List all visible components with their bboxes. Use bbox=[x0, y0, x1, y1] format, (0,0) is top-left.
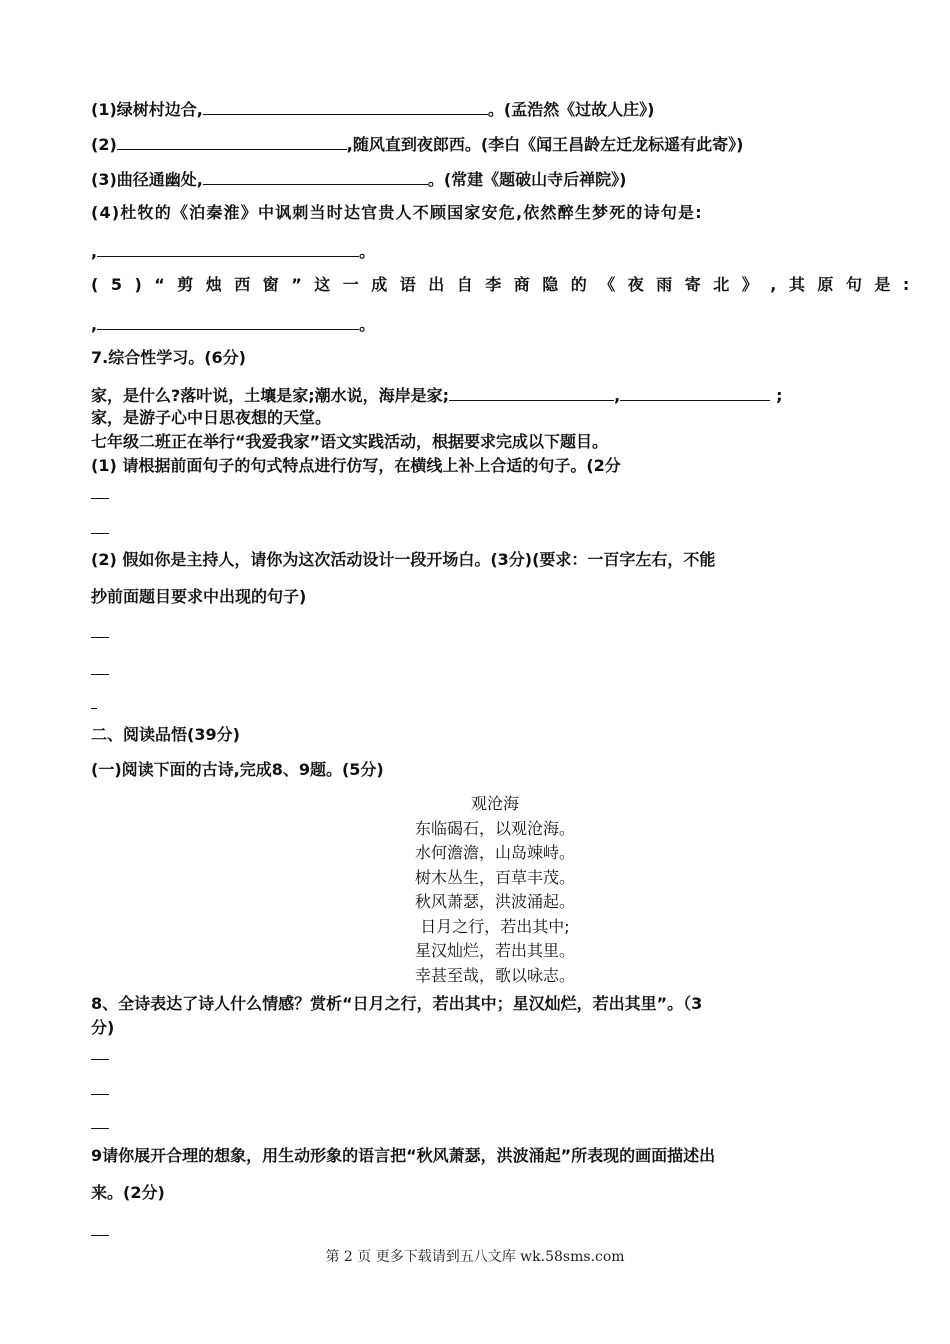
q7-p1-text: 家，是什么?落叶说，土壤是家;潮水说，海岸是家; bbox=[91, 386, 450, 405]
q7-paragraph-2: 家，是游子心中日思夜想的天堂。 bbox=[91, 408, 332, 427]
q7-sub-1: (1) 请根据前面句子的句式特点进行仿写，在横线上补上合适的句子。(2分 bbox=[91, 456, 621, 475]
q6-line-3 bbox=[91, 168, 626, 190]
period: 。 bbox=[359, 315, 376, 334]
q8-prompt: 8、全诗表达了诗人什么情感？赏析“日月之行，若出其中；星汉灿烂，若出其里”。（3 bbox=[91, 994, 703, 1013]
q6-line-1 bbox=[91, 98, 654, 120]
q7-sub-2: (2) 假如你是主持人，请你为这次活动设计一段开场白。(3分)(要求：一百字左右，不能 bbox=[91, 550, 716, 569]
poem-line: 秋风萧瑟，洪波涌起。 bbox=[414, 892, 575, 911]
answer-blank[interactable] bbox=[203, 168, 428, 185]
poem-line: 水何澹澹，山岛竦峙。 bbox=[414, 843, 575, 862]
answer-line[interactable] bbox=[91, 533, 109, 534]
answer-line[interactable] bbox=[91, 637, 109, 638]
q6-2-source: ,随风直到夜郎西。(李白《闻王昌龄左迁龙标遥有此寄》) bbox=[346, 135, 744, 154]
q6-1-prompt: (1)绿树村边合, bbox=[91, 100, 203, 119]
q6-line-2 bbox=[91, 133, 743, 155]
q9-prompt-cont: 来。(2分) bbox=[91, 1183, 165, 1202]
answer-line[interactable] bbox=[91, 1235, 109, 1236]
answer-line[interactable] bbox=[91, 498, 109, 499]
answer-blank[interactable] bbox=[97, 313, 359, 330]
answer-line[interactable] bbox=[91, 1094, 109, 1095]
answer-line[interactable] bbox=[91, 1128, 109, 1129]
q9-prompt: 9请你展开合理的想象，用生动形象的语言把“秋风萧瑟，洪波涌起”所表现的画面描述出 bbox=[91, 1146, 716, 1165]
section-2-title: 二、阅读品悟(39分) bbox=[91, 725, 240, 744]
q6-line-4-answer bbox=[91, 240, 375, 262]
poem-line: 幸甚至哉，歌以咏志。 bbox=[414, 966, 575, 985]
answer-blank[interactable] bbox=[203, 98, 488, 115]
poem-title: 观沧海 bbox=[470, 794, 519, 813]
q7-paragraph-3: 七年级二班正在举行“我爱我家”语文实践活动，根据要求完成以下题目。 bbox=[91, 432, 609, 451]
answer-line[interactable] bbox=[91, 708, 97, 709]
answer-line[interactable] bbox=[91, 1059, 109, 1060]
poem-line: 树木丛生，百草丰茂。 bbox=[414, 868, 575, 887]
comma: , bbox=[614, 386, 621, 405]
q8-prompt-cont: 分) bbox=[91, 1018, 115, 1037]
page-footer: 第 2 页 更多下载请到五八文库 wk.58sms.com bbox=[325, 1249, 625, 1265]
answer-blank[interactable] bbox=[97, 240, 359, 257]
poem-line: 东临碣石，以观沧海。 bbox=[414, 819, 575, 838]
answer-blank[interactable] bbox=[117, 133, 347, 150]
answer-blank[interactable] bbox=[620, 384, 770, 401]
poem-line: 星汉灿烂，若出其里。 bbox=[414, 941, 575, 960]
answer-blank[interactable] bbox=[449, 384, 614, 401]
q6-1-source: 。(孟浩然《过故人庄》) bbox=[487, 100, 655, 119]
poem-line: 日月之行，若出其中; bbox=[420, 917, 570, 936]
section-2-part-1: (一)阅读下面的古诗,完成8、9题。(5分) bbox=[91, 760, 384, 779]
comma: , bbox=[91, 242, 98, 261]
q6-3-source: 。(常建《题破山寺后禅院》) bbox=[427, 170, 627, 189]
q6-3-prompt: (3)曲径通幽处, bbox=[91, 170, 203, 189]
semicolon: ; bbox=[776, 386, 783, 405]
q7-sub-2-cont: 抄前面题目要求中出现的句子) bbox=[91, 587, 307, 606]
answer-line[interactable] bbox=[91, 674, 109, 675]
period: 。 bbox=[359, 242, 376, 261]
q6-line-5-answer bbox=[91, 313, 375, 335]
q7-paragraph-1 bbox=[91, 384, 783, 406]
q6-2-prompt: (2) bbox=[91, 135, 117, 154]
comma: , bbox=[91, 315, 98, 334]
q7-title: 7.综合性学习。(6分) bbox=[91, 348, 246, 367]
q6-line-5: (5)“剪烛西窗”这一成语出自李商隐的《夜雨寄北》,其原句是: bbox=[91, 275, 922, 294]
q6-line-4: (4)杜牧的《泊秦淮》中讽刺当时达官贵人不顾国家安危,依然醉生梦死的诗句是: bbox=[91, 203, 703, 222]
